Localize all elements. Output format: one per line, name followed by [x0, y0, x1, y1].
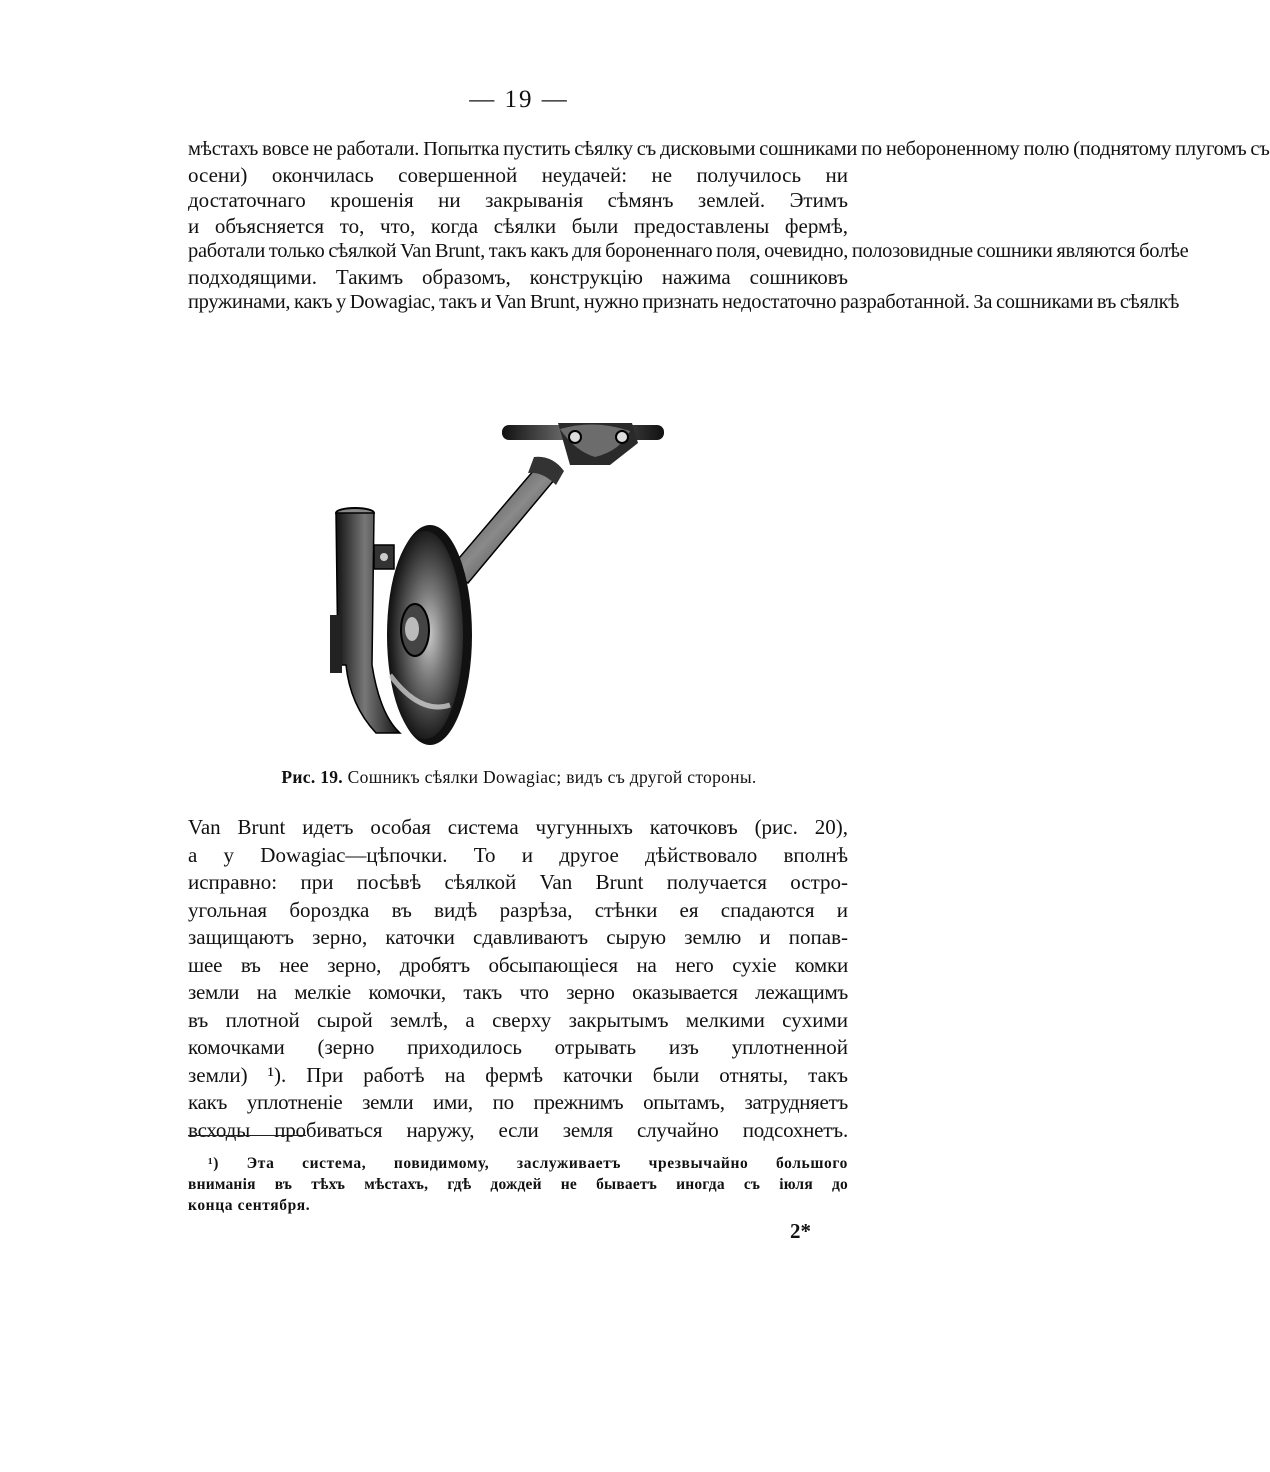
coulter-arm	[448, 457, 564, 583]
text-line: земли) ¹). При работѣ на фермѣ каточки были отняты, такъ	[188, 1062, 848, 1087]
text-line: шее въ нее зерно, дробятъ обсыпающіеся на него сухіе комки	[188, 952, 848, 977]
text-line: мѣстахъ вовсе не работали. Попытка пустить сѣялку съ дисковыми сошниками по небороненному полю (поднятому плугомъ съ	[188, 138, 1270, 160]
dowagiac-disc-coulter-illustration	[320, 415, 680, 745]
text-line: подходящими. Такимъ образомъ, конструкцію нажима сошниковъ	[188, 264, 848, 289]
text-line: какъ уплотненіе земли ими, по прежнимъ опытамъ, затрудняетъ	[188, 1090, 848, 1114]
mounting-bar	[502, 423, 664, 483]
page-number: — 19 —	[469, 86, 569, 113]
signature-mark: 2*	[790, 1219, 811, 1243]
text-line: Van Brunt идетъ особая система чугунныхъ каточковъ (рис. 20),	[188, 815, 848, 839]
footnote-divider	[188, 1135, 306, 1136]
text-line: земли на мелкіе комочки, такъ что зерно оказывается лежащимъ	[188, 980, 848, 1004]
text-line: и объясняется то, что, когда сѣялки были предоставлены фермѣ,	[188, 213, 848, 238]
paragraph-bottom	[188, 814, 848, 1144]
footnote	[188, 1153, 848, 1216]
text-line: угольная бороздка въ видѣ разрѣза, стѣнки ея спадаются и	[188, 897, 848, 922]
paragraph-top	[188, 137, 1270, 316]
footnote-line: конца сентября.	[188, 1197, 311, 1214]
text-line: всходы пробиваться наружу, если земля случайно подсохнетъ.	[188, 1117, 848, 1142]
text-line: пружинами, какъ у Dowagiac, такъ и Van Brunt, нужно признать недостаточно разработанной. За сошниками въ сѣялкѣ	[188, 291, 1180, 313]
text-line: защищаютъ зерно, каточки сдавливаютъ сырую землю и попав-	[188, 925, 848, 949]
text-line: исправно: при посѣвѣ сѣялкой Van Brunt получается остро-	[188, 870, 848, 894]
text-line: а у Dowagiac—цѣпочки. То и другое дѣйствовало вполнѣ	[188, 842, 848, 867]
figure-caption	[0, 767, 1038, 788]
figure-caption-text: Сошникъ сѣялки Dowagiac; видъ съ другой стороны.	[347, 767, 757, 787]
figure-label: Рис. 19.	[281, 767, 343, 787]
text-line: работали только сѣялкой Van Brunt, такъ какъ для бороненнаго поля, очевидно, полозовидные сошники являются болѣе	[188, 240, 1189, 262]
footnote-line: ¹) Эта система, повидимому, заслуживаетъ чрезвычайно большого	[208, 1155, 848, 1172]
text-line: комочками (зерно приходилось отрывать изъ уплотненной	[188, 1035, 848, 1059]
footnote-line: вниманія въ тѣхъ мѣстахъ, гдѣ дождей не бываетъ иногда съ іюля до	[188, 1176, 848, 1193]
text-line: достаточнаго крошенія ни закрыванія сѣмянъ землей. Этимъ	[188, 188, 848, 212]
text-line: осени) окончилась совершенной неудачей: не получилось ни	[188, 162, 848, 187]
disc	[387, 525, 472, 745]
text-line: въ плотной сырой землѣ, а сверху закрытымъ мелкими сухими	[188, 1007, 848, 1032]
